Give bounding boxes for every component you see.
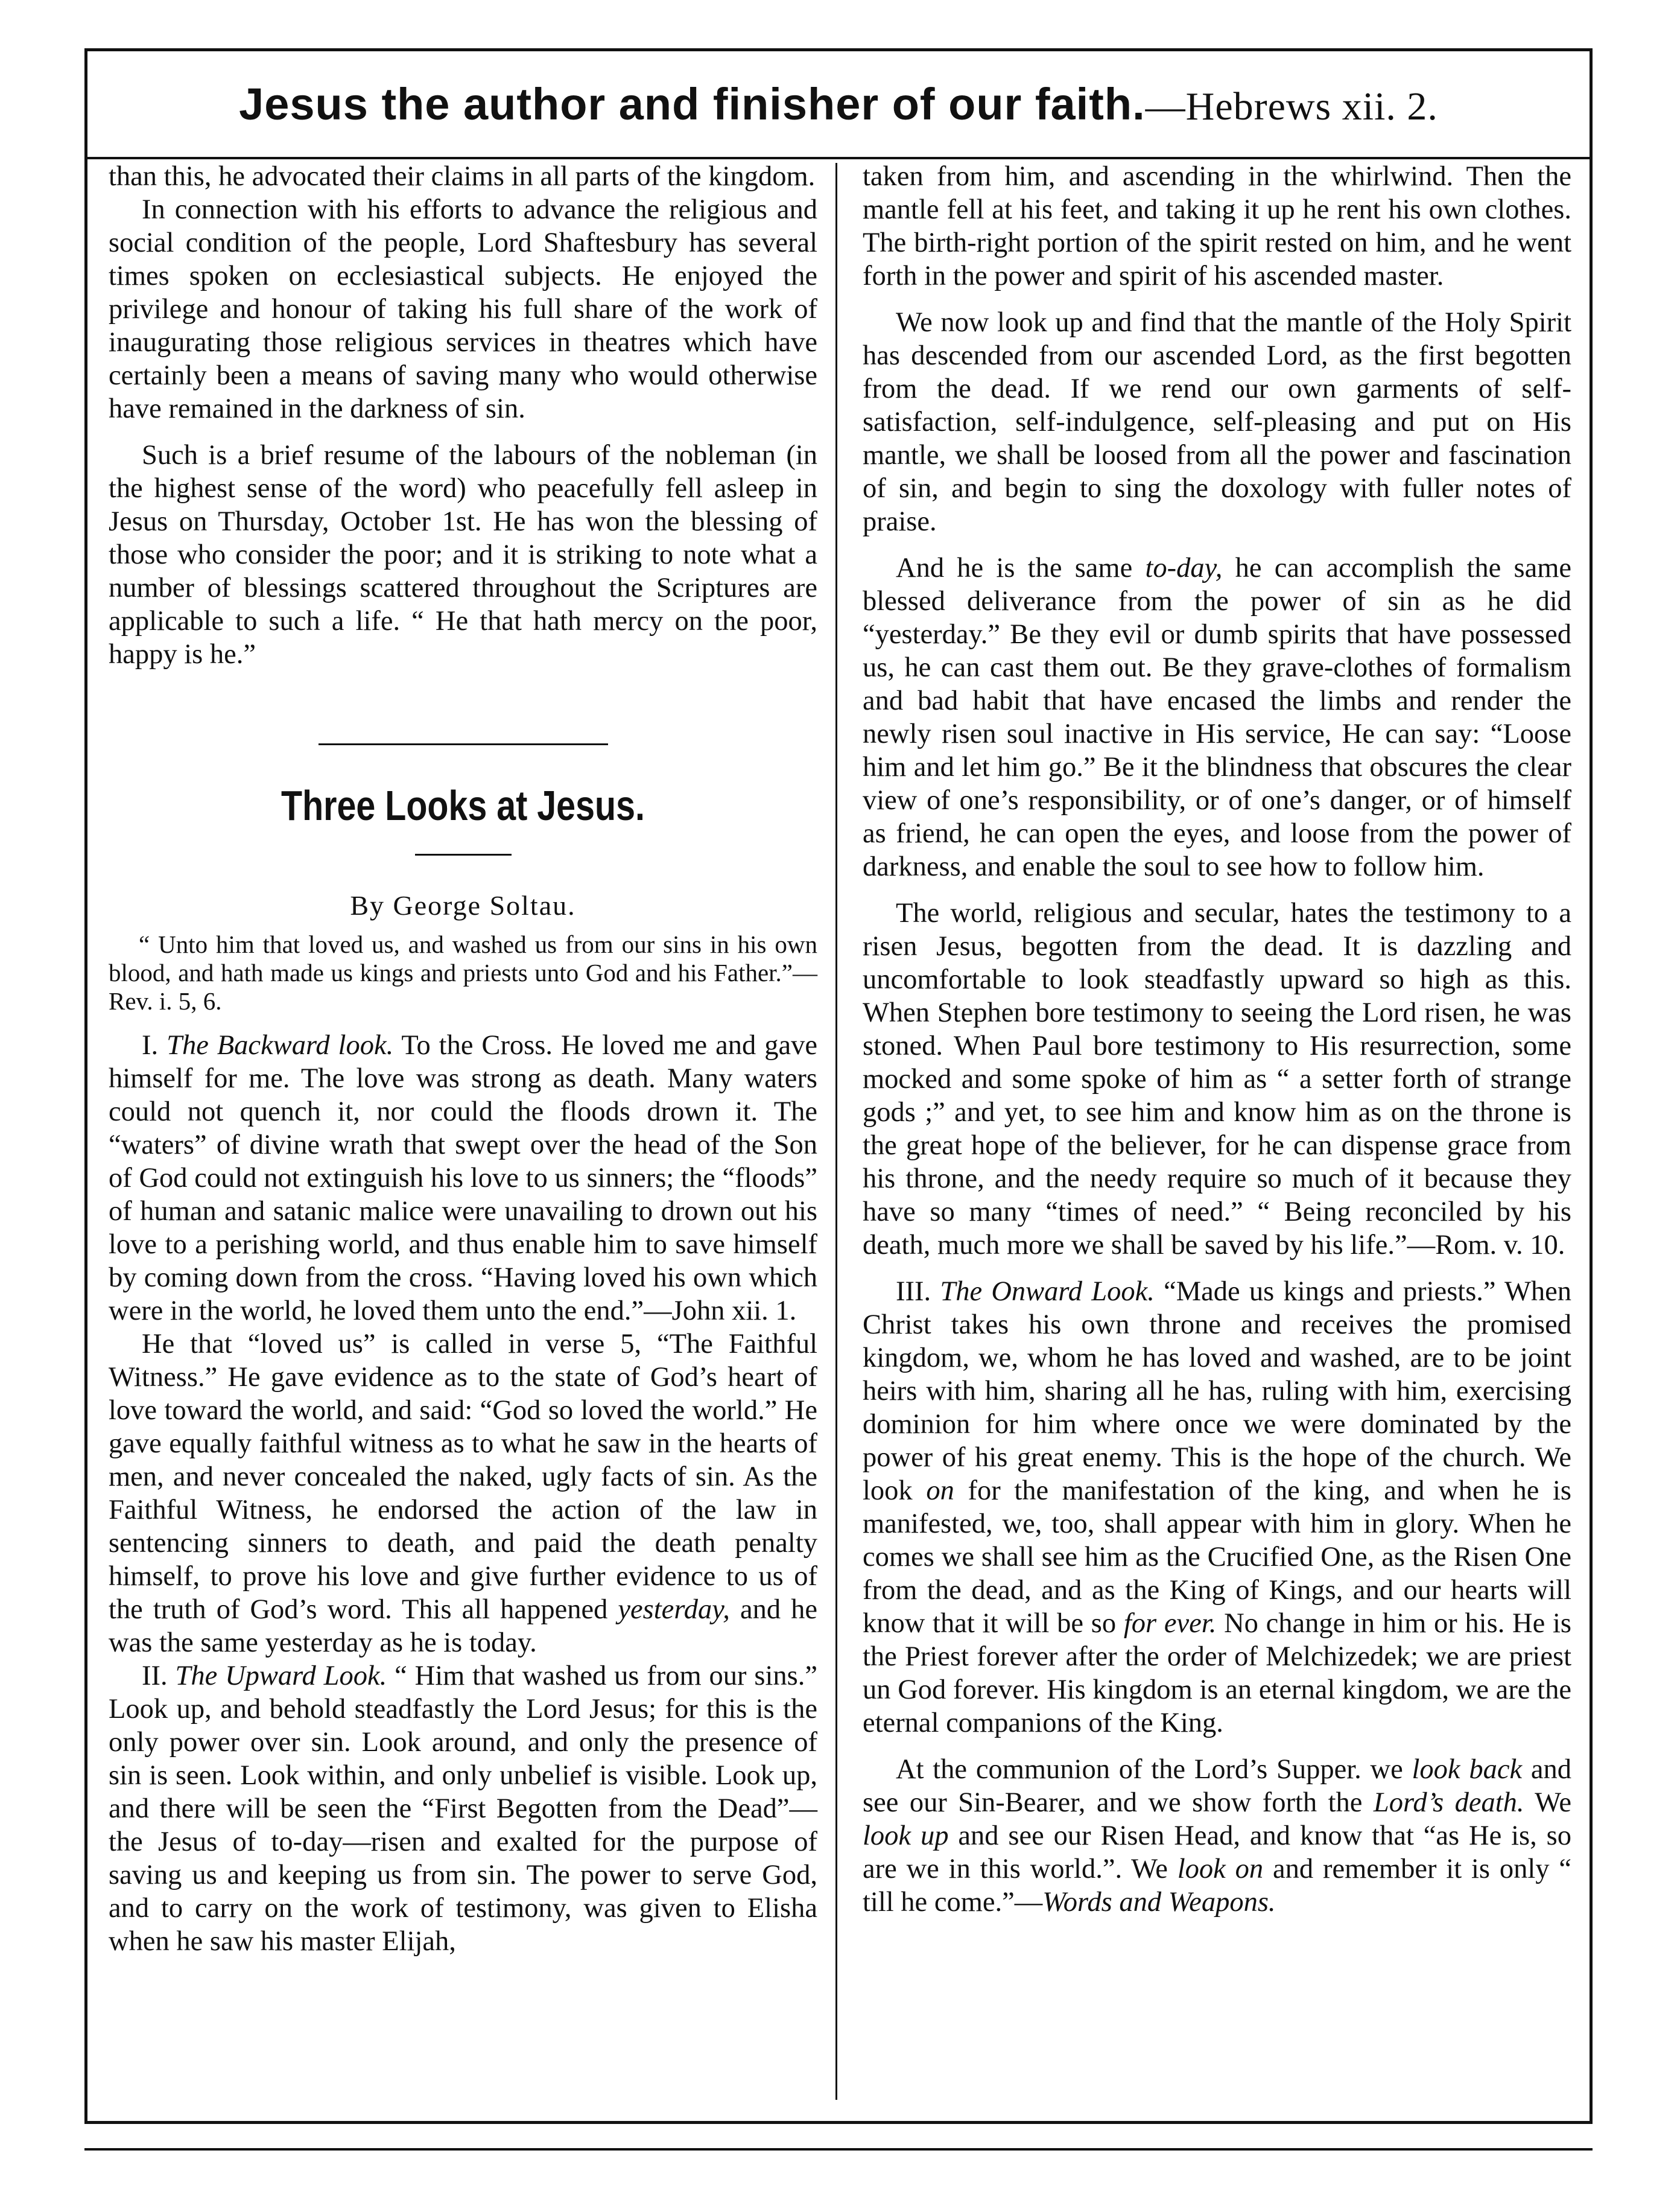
paragraph-resume: Such is a brief resume of the labours of the nobleman (in the highest sense of the word) who peacefully fell asleep in Jesus on Thursday, October 1st. He has won the blessing of those who consider the poor; and it is striking to note what a number of blessings scattered throughout the Scriptures are applicable to such a life. “ He that hath mercy on the poor, happy is he.”: [109, 440, 817, 670]
emphasis: look back: [1412, 1754, 1523, 1785]
source-attribution: Words and Weapons.: [1042, 1887, 1276, 1918]
section-onward-look: [863, 1275, 1571, 1740]
paragraph-same-today: [863, 552, 1571, 883]
text-run: and he was the same yesterday as he is today.: [109, 1594, 817, 1658]
emphasis: look on: [1177, 1854, 1264, 1884]
bottom-rule: [84, 2148, 1593, 2151]
paragraph-world-hates: The world, religious and secular, hates the testimony to a risen Jesus, begotten from the dead. It is dazzling and uncomfortable to look steadfastly upward so high as this. When Stephen bore testimony to seeing the Lord risen, he was stoned. When Paul bore testimony to His resurrection, some mocked and some spoke of him as “ a setter forth of strange gods ;” and yet, to see him and know him as on the throne is the great hope of the believer, for he can dispense grace from his throne, and the needy require so much of it because they have so many “times of need.” “ Being reconciled by his death, much more we shall be saved by his life.”—Rom. v. 10.: [863, 898, 1571, 1261]
column-divider: [835, 163, 837, 2100]
paragraph-shaftesbury: In connection with his efforts to advance the religious and social condition of the people, Lord Shaftesbury has several times spoken on ecclesiastical subjects. He enjoyed the privilege and honour of taking his full share of the work of inaugurating those religious services in theatres which have certainly been a means of saving many who would otherwise have remained in the darkness of sin.: [109, 194, 817, 424]
text-run: At the communion of the Lord’s Supper. we: [896, 1754, 1403, 1785]
section-heading: The Onward Look.: [940, 1276, 1155, 1307]
section-numeral: I.: [142, 1030, 159, 1061]
section-heading: The Upward Look.: [175, 1661, 387, 1691]
article-byline: By George Soltau.: [350, 890, 576, 921]
paragraph-communion: [863, 1753, 1571, 1919]
emphasis: Lord’s death.: [1373, 1787, 1524, 1818]
paragraph-faithful-witness: [109, 1327, 817, 1659]
section-numeral: III.: [896, 1276, 931, 1307]
text-run: “Made us kings and priests.” When Christ takes his own throne and receives the promised kingdom, we, whom he has loved and washed, are to be joint heirs with him, sharing all he has, ruling with him, exercising dominion for him where once we were dominated by the power of his great enemy. This is the hope of the church. We look: [863, 1276, 1572, 1506]
emphasis: look up: [863, 1820, 949, 1851]
text-run: for the manifestation of the king, and when he is manifested, we, too, shall appear with him in glory. When he comes we shall see him as the Crucified One, as the Risen One from the dead, and as the King of Kings, and our hearts will know that it will be so: [863, 1475, 1572, 1639]
section-text: “ Him that washed us from our sins.” Look up, and behold steadfastly the Lord Jesus; for this is the only power over sin. Look around, and only the presence of sin is seen. Look within, and only unbelief is visible. Look up, and there will be seen the “First Begotten from the Dead”—the Jesus of to-day—risen and exalted for the purpose of saving us and keeping us from sin. The power to serve God, and to carry on the work of testimony, was given to Elisha when he saw his master Elijah,: [109, 1661, 817, 1957]
text-run: and see our Risen Head, and know that “as He is, so are we in this world.”. We: [863, 1820, 1572, 1884]
section-backward-look: [109, 1029, 817, 1327]
paragraph-continuation: than this, he advocated their claims in all parts of the kingdom.: [109, 161, 816, 192]
page-header: [87, 51, 1590, 159]
emphasis: to-day,: [1145, 553, 1223, 583]
text-run: he can accomplish the same blessed deliverance from the power of sin as he did “yesterday.” Be they evil or dumb spirits that have possessed us, he can cast them out. Be they grave-clothes of formalism and bad habit that have encased the limbs and render the newly risen soul inactive in His service, He can say: “Loose him and let him go.” Be it the blindness that obscures the clear view of one’s responsibility, or of one’s danger, or of himself as friend, he can open the eyes, and loose from the power of darkness, and enable the soul to see how to follow him.: [863, 553, 1572, 882]
text-run: And he is the same: [896, 553, 1133, 583]
left-column: [109, 160, 817, 1958]
text-run: We: [1535, 1787, 1571, 1818]
text-run: No change in him or his. He is the Priest forever after the order of Melchizedek; we are priest un God forever. His kingdom is an eternal kingdom, we are the eternal companions of the King.: [863, 1608, 1572, 1738]
emphasis: on: [926, 1475, 954, 1506]
text-run: and see our Sin-Bearer, and we show forth the: [863, 1754, 1572, 1818]
emphasis: yesterday,: [618, 1594, 730, 1625]
header-quote: Jesus the author and finisher of our faith.: [239, 79, 1146, 129]
text-run: and remember it is only “ till he come.”—: [863, 1854, 1571, 1918]
section-divider-rule: [319, 743, 608, 745]
section-text: To the Cross. He loved me and gave himself for me. The love was strong as death. Many waters could not quench it, nor could the floods drown it. The “waters” of divine wrath that swept over the head of the Son of God could not extinguish his love to us sinners; the “floods” of human and satanic malice were unavailing to drown out his love to a perishing world, and thus enable him to save himself by coming down from the cross. “Having loved his own which were in the world, he loved them unto the end.”—John xii. 1.: [109, 1030, 817, 1326]
text-run: He that “loved us” is called in verse 5, “The Faithful Witness.” He gave evidence as to the state of God’s heart of love toward the world, and said: “God so loved the world.” He gave equally faithful witness as to what he saw in the hearts of men, and never concealed the naked, ugly facts of sin. As the Faithful Witness, he endorsed the action of the law in sentencing sinners to death, and paid the death penalty himself, to prove his love and give further evidence to us of the truth of God’s word. This all happened: [109, 1329, 817, 1625]
header-title: [87, 51, 1590, 159]
section-heading: The Backward look.: [166, 1030, 394, 1061]
right-column: [863, 160, 1571, 1919]
title-underline-rule: [415, 854, 512, 856]
paragraph-mantle: We now look up and find that the mantle of the Holy Spirit has descended from our ascended Lord, as the first begotten from the dead. If we rend our own garments of self-satisfaction, self-indulgence, self-pleasing and put on His mantle, we shall be loosed from all the power and fascination of sin, and begin to sing the doxology with fuller notes of praise.: [863, 307, 1571, 537]
section-upward-look: [109, 1659, 817, 1958]
epigraph: [109, 930, 817, 1016]
header-reference: —Hebrews xii. 2.: [1145, 84, 1438, 129]
section-numeral: II.: [142, 1661, 168, 1691]
paragraph-elisha: taken from him, and ascending in the whirlwind. Then the mantle fell at his feet, and taking it up he rent his own clothes. The birth-right portion of the spirit rested on him, and he went forth in the power and spirit of his ascended master.: [863, 161, 1571, 291]
article-title: Three Looks at Jesus.: [281, 782, 645, 829]
epigraph-text: “ Unto him that loved us, and washed us from our sins in his own blood, and hath made us kings and priests unto God and his Father.”—Rev. i. 5, 6.: [109, 930, 817, 1015]
emphasis: for ever.: [1123, 1608, 1217, 1639]
